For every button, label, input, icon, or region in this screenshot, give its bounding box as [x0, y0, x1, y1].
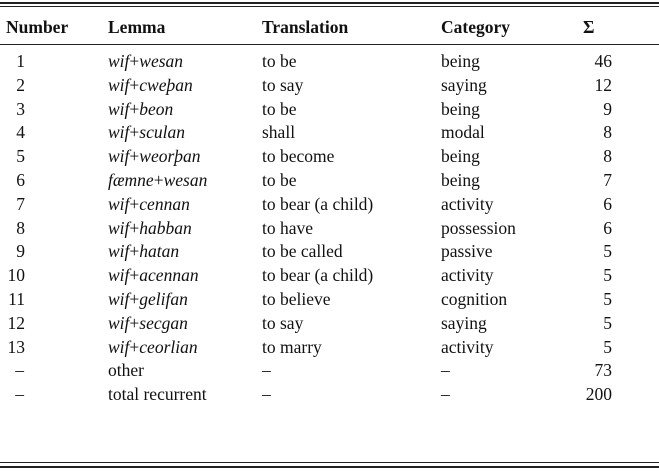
row-sum: 12: [594, 74, 612, 95]
row-sum: 6: [603, 217, 612, 238]
row-category: activity: [441, 193, 494, 214]
header-translation: Translation: [262, 17, 349, 37]
row-translation: shall: [262, 122, 296, 143]
row-translation: –: [262, 360, 271, 381]
row-lemma: [108, 287, 188, 311]
row-category: cognition: [441, 289, 508, 309]
row-translation: to say: [262, 74, 304, 95]
lemma-plus: +: [129, 122, 140, 143]
top-rule-outer: [0, 2, 659, 4]
row-sum: 73: [594, 360, 612, 381]
lemma-second: wesan: [139, 51, 184, 71]
row-category: being: [441, 51, 480, 71]
summary-row: [0, 382, 659, 406]
table-row: [0, 216, 659, 240]
lemma-plus: +: [129, 312, 140, 333]
lemma-plus: +: [129, 193, 140, 214]
row-sum: 7: [603, 170, 612, 190]
table-row: [0, 263, 659, 287]
row-number: 4: [16, 122, 25, 143]
lemma-second: weorþan: [139, 146, 201, 167]
lemma-second: habban: [139, 217, 192, 238]
row-category: being: [441, 170, 480, 190]
table-row: [0, 192, 659, 216]
lemma-plus: +: [129, 51, 140, 71]
header-category: Category: [441, 17, 511, 37]
lemma-second: cennan: [139, 193, 190, 214]
table-row: [0, 311, 659, 335]
lemma-plus: +: [129, 74, 140, 95]
row-lemma: total recurrent: [108, 384, 207, 405]
row-category: passive: [441, 241, 493, 262]
row-category: saying: [441, 312, 487, 333]
row-lemma: other: [108, 360, 144, 381]
row-category: modal: [441, 122, 485, 143]
row-translation: to be: [262, 98, 297, 119]
table-row: [0, 73, 659, 97]
lemma-second: cweþan: [139, 74, 193, 95]
lemma-first: wif: [108, 336, 130, 357]
row-category: being: [441, 146, 480, 167]
row-number: 2: [16, 74, 25, 95]
row-number: 5: [16, 146, 25, 167]
lemma-second: hatan: [139, 241, 180, 262]
lemma-plus: +: [129, 217, 140, 238]
row-sum: 5: [603, 265, 612, 286]
lemma-plus: +: [129, 98, 140, 119]
row-number: 7: [16, 193, 25, 214]
row-category: activity: [441, 336, 494, 357]
lemma-second: gelifan: [139, 289, 188, 309]
row-sum: 5: [603, 241, 612, 262]
lemma-first: wif: [108, 51, 130, 71]
row-number: 11: [8, 289, 25, 309]
row-lemma: [108, 192, 190, 216]
top-rule-inner: [0, 6, 659, 7]
row-sum: 8: [603, 122, 612, 143]
row-lemma: [108, 335, 198, 359]
lemma-plus: +: [153, 170, 164, 190]
bottom-rule-inner: [0, 462, 659, 463]
row-category: possession: [441, 217, 516, 238]
row-translation: to be: [262, 170, 297, 190]
lemma-first: wif: [108, 122, 130, 143]
row-lemma: [108, 144, 201, 168]
row-sum: 200: [585, 384, 612, 405]
table-row: [0, 287, 659, 311]
row-number: 12: [7, 312, 25, 333]
bottom-rule-outer: [0, 466, 659, 468]
row-translation: to bear (a child): [262, 193, 374, 214]
table-row: [0, 97, 659, 121]
table-row: [0, 239, 659, 263]
row-translation: to say: [262, 312, 304, 333]
table-row: [0, 168, 659, 192]
row-lemma: [108, 311, 188, 335]
row-category: saying: [441, 74, 487, 95]
lemma-plus: +: [129, 265, 140, 286]
row-number: 1: [16, 51, 25, 71]
lemma-first: wif: [108, 289, 130, 309]
row-number: –: [15, 384, 24, 405]
lemma-second: ceorlian: [139, 336, 198, 357]
lemma-first: wif: [108, 312, 130, 333]
row-category: activity: [441, 265, 494, 286]
row-number: 10: [7, 265, 25, 286]
lemma-second: wesan: [163, 170, 208, 190]
row-sum: 6: [603, 193, 612, 214]
header-number: Number: [6, 17, 69, 37]
lemma-first: wif: [108, 217, 130, 238]
row-lemma: [108, 216, 192, 240]
row-lemma: [108, 263, 199, 287]
row-category: being: [441, 98, 480, 119]
row-category: –: [441, 384, 450, 405]
lemma-first: fæmne: [108, 170, 154, 190]
row-translation: to be called: [262, 241, 343, 262]
row-translation: to believe: [262, 289, 331, 309]
lemma-first: wif: [108, 193, 130, 214]
table-row: [0, 144, 659, 168]
row-sum: 8: [603, 146, 612, 167]
row-number: –: [15, 360, 24, 381]
row-category: –: [441, 360, 450, 381]
table-row: [0, 120, 659, 144]
row-sum: 9: [603, 98, 612, 119]
row-lemma: [108, 239, 179, 263]
row-number: 8: [16, 217, 25, 238]
header-row: [0, 15, 659, 39]
lemma-plus: +: [129, 241, 140, 262]
row-sum: 5: [603, 336, 612, 357]
table-row: [0, 49, 659, 73]
row-sum: 5: [603, 289, 612, 309]
lemma-plus: +: [129, 146, 140, 167]
row-lemma: [108, 73, 193, 97]
row-lemma: [108, 168, 207, 192]
lemma-second: secgan: [139, 312, 188, 333]
row-number: 6: [16, 170, 25, 190]
lemma-first: wif: [108, 241, 130, 262]
lemma-second: beon: [139, 98, 174, 119]
row-translation: to become: [262, 146, 335, 167]
lemma-plus: +: [129, 289, 140, 309]
header-lemma: Lemma: [108, 17, 166, 37]
row-translation: to have: [262, 217, 314, 238]
lemma-first: wif: [108, 146, 130, 167]
row-number: 13: [7, 336, 25, 357]
summary-row: [0, 358, 659, 382]
row-number: 9: [16, 241, 25, 262]
lemma-first: wif: [108, 98, 130, 119]
row-lemma: [108, 97, 173, 121]
row-translation: –: [262, 384, 271, 405]
row-sum: 5: [603, 312, 612, 333]
lemma-first: wif: [108, 265, 130, 286]
lemma-first: wif: [108, 74, 130, 95]
lemma-second: sculan: [139, 122, 185, 143]
lemma-second: acennan: [139, 265, 199, 286]
row-lemma: [108, 120, 185, 144]
table-row: [0, 335, 659, 359]
row-translation: to marry: [262, 336, 322, 357]
row-translation: to bear (a child): [262, 265, 374, 286]
header-rule: [0, 44, 659, 45]
row-sum: 46: [594, 51, 612, 71]
row-number: 3: [16, 98, 25, 119]
header-sum: Σ: [583, 17, 595, 37]
row-translation: to be: [262, 51, 297, 71]
row-lemma: [108, 49, 183, 73]
lemma-plus: +: [129, 336, 140, 357]
